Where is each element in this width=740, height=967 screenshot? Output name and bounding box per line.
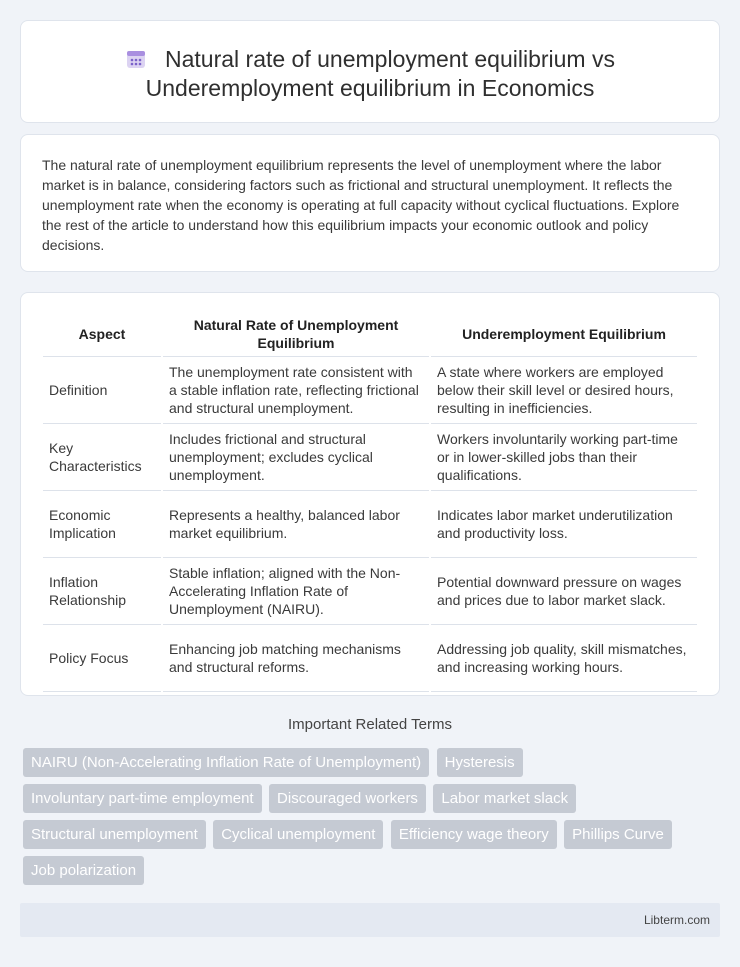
row-underemployment: Addressing job quality, skill mismatches, and increasing working hours. xyxy=(431,625,697,692)
related-term-tag[interactable]: Involuntary part-time employment xyxy=(23,784,262,813)
footer-site-link[interactable]: Libterm.com xyxy=(643,913,710,927)
table-row xyxy=(43,357,697,424)
table-row xyxy=(43,491,697,558)
row-underemployment: Indicates labor market underutilization and productivity loss. xyxy=(431,491,697,558)
footer xyxy=(20,903,720,937)
row-underemployment: A state where workers are employed below their skill level or desired hours, resulting in inefficiencies. xyxy=(431,357,697,424)
comparison-table-card xyxy=(20,292,720,696)
header-card xyxy=(20,20,720,123)
related-term-tag[interactable]: Job polarization xyxy=(23,856,144,885)
row-natural-rate: Stable inflation; aligned with the Non-Accelerating Inflation Rate of Unemployment (NAIRU). xyxy=(163,558,429,625)
calendar-icon xyxy=(125,48,147,70)
related-term-tag[interactable]: Efficiency wage theory xyxy=(391,820,557,849)
row-aspect: Definition xyxy=(43,357,161,424)
related-term-tag[interactable]: Hysteresis xyxy=(437,748,523,777)
row-natural-rate: Represents a healthy, balanced labor market equilibrium. xyxy=(163,491,429,558)
related-term-tag[interactable]: Labor market slack xyxy=(433,784,576,813)
header-aspect: Aspect xyxy=(43,311,161,357)
header-natural-rate: Natural Rate of Unemployment Equilibrium xyxy=(163,311,429,357)
page-title: Natural rate of unemployment equilibrium vs Underemployment equilibrium in Economics xyxy=(145,46,615,101)
related-term-tag[interactable]: Discouraged workers xyxy=(269,784,426,813)
table-row xyxy=(43,424,697,491)
row-underemployment: Potential downward pressure on wages and prices due to labor market slack. xyxy=(431,558,697,625)
intro-paragraph: The natural rate of unemployment equilibrium represents the level of unemployment where the labor market is in balance, considering factors such as frictional and structural unemployment. It reflects the unemployment rate when the economy is operating at full capacity without cyclical fluctuations. Explore the rest of the article to understand how this equilibrium impacts your economic outlook and policy decisions. xyxy=(42,157,680,253)
related-terms-list xyxy=(23,748,723,892)
intro-card xyxy=(20,134,720,272)
row-natural-rate: The unemployment rate consistent with a stable inflation rate, reflecting frictional and structural unemployment. xyxy=(163,357,429,424)
row-aspect: Inflation Relationship xyxy=(43,558,161,625)
related-terms-heading: Important Related Terms xyxy=(288,716,452,733)
table-row xyxy=(43,558,697,625)
row-underemployment: Workers involuntarily working part-time or in lower-skilled jobs than their qualifications. xyxy=(431,424,697,491)
related-term-tag[interactable]: Cyclical unemployment xyxy=(213,820,383,849)
row-natural-rate: Includes frictional and structural unemployment; excludes cyclical unemployment. xyxy=(163,424,429,491)
row-aspect: Policy Focus xyxy=(43,625,161,692)
table-row xyxy=(43,625,697,692)
page-title-wrap xyxy=(21,45,719,103)
related-term-tag[interactable]: NAIRU (Non-Accelerating Inflation Rate of Unemployment) xyxy=(23,748,429,777)
row-aspect: Economic Implication xyxy=(43,491,161,558)
related-term-tag[interactable]: Structural unemployment xyxy=(23,820,206,849)
table-header-row xyxy=(43,311,697,357)
row-aspect: Key Characteristics xyxy=(43,424,161,491)
row-natural-rate: Enhancing job matching mechanisms and structural reforms. xyxy=(163,625,429,692)
related-term-tag[interactable]: Phillips Curve xyxy=(564,820,672,849)
header-underemployment: Underemployment Equilibrium xyxy=(431,311,697,357)
comparison-table xyxy=(41,311,699,692)
